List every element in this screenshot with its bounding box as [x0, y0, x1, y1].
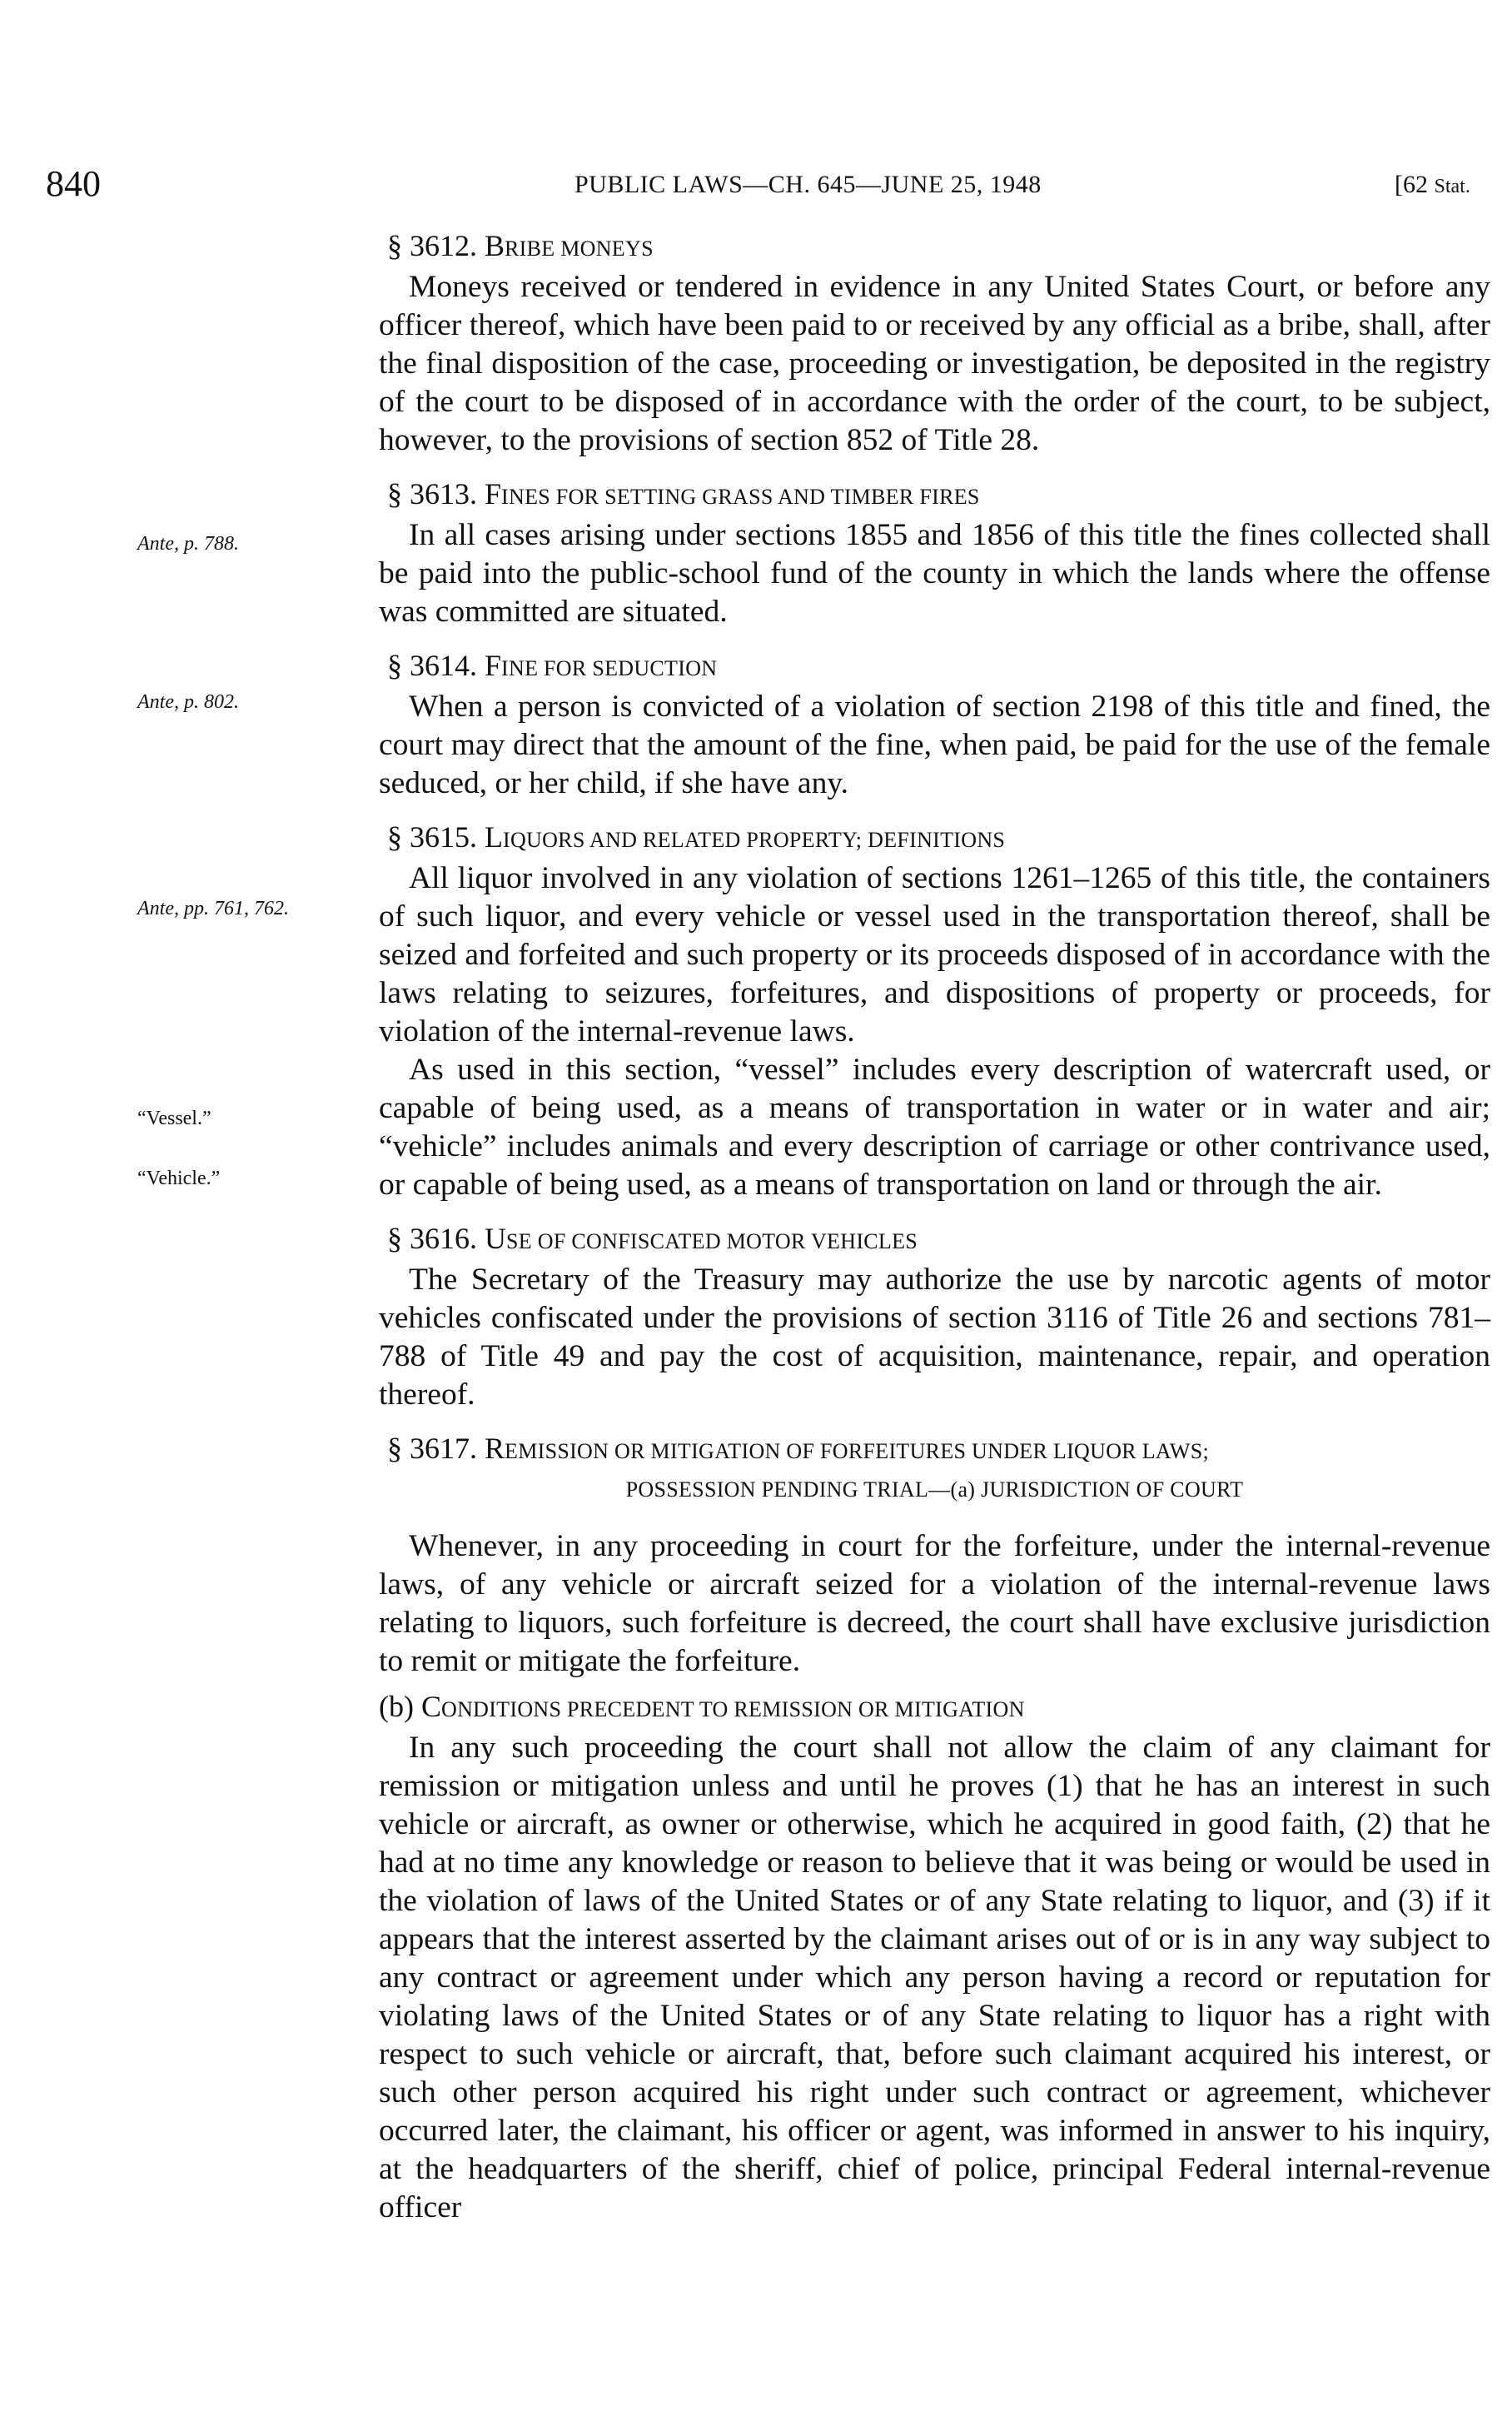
- running-head: PUBLIC LAWS—CH. 645—JUNE 25, 1948: [574, 171, 1042, 198]
- section-title-initial: F: [485, 649, 502, 682]
- section-title-rest: INE FOR SEDUCTION: [501, 656, 718, 680]
- margin-note-ante-761-762: Ante, pp. 761, 762.: [137, 898, 289, 919]
- section-3617-heading: [379, 1429, 1490, 1471]
- section-3617-heading-line-2: POSSESSION PENDING TRIAL—(a) JURISDICTION OF COURT: [625, 1477, 1244, 1502]
- section-title-rest: INES FOR SETTING GRASS AND TIMBER FIRES: [501, 485, 980, 509]
- subsection-label: (b): [379, 1690, 414, 1723]
- section-number: § 3615.: [387, 820, 477, 854]
- subsection-title-rest: ONDITIONS PRECEDENT TO REMISSION OR MITIGATION: [441, 1697, 1025, 1721]
- margin-note-vehicle: “Vehicle.”: [137, 1168, 221, 1189]
- section-3614-text: When a person is convicted of a violation of section 2198 of this title and fined, the court may direct that the amount of the fine, when paid, be paid for the use of the female seduced, or her child, if she have any.: [379, 690, 1490, 800]
- section-title-rest: RIBE MONEYS: [505, 237, 654, 261]
- section-3617-subsection-b-text: In any such proceeding the court shall not allow the claim of any claimant for remission or mitigation unless and until he proves (1) that he has an interest in such vehicle or aircraft, as owner or otherwise, which he acquired in good faith, (2) that he had at no time any knowledge or reason to believe that it was being or would be used in the violation of laws of the United States or of any State relating to liquor, and (3) if it appears that the interest asserted by the claimant arises out of or is in any way subject to any contract or agreement under which any person having a record or reputation for violating laws of the United States or of any State relating to liquor has a right with respect to such vehicle or aircraft, that, before such claimant acquired his interest, or such other person acquired his right under such contract or agreement, whichever occurred later, the claimant, his officer or agent, was informed in answer to his inquiry, at the headquarters of the sheriff, chief of police, principal Federal internal-revenue officer: [379, 1731, 1490, 2224]
- page-number: 840: [46, 163, 101, 204]
- section-number: § 3614.: [387, 649, 477, 682]
- section-3615-text-1: All liquor involved in any violation of sections 1261–1265 of this title, the containers of such liquor, and every vehicle or vessel used in the transportation thereof, shall be seized and forfeited and such property or its proceeds disposed of in accordance with the laws relating to seizures, forfeitures, and dispositions of property or proceeds, for violation of the internal-revenue laws.: [379, 861, 1490, 1049]
- section-title-initial: L: [485, 820, 503, 854]
- section-title-rest: SE OF CONFISCATED MOTOR VEHICLES: [506, 1229, 918, 1253]
- statute-ref-volume: [62: [1395, 171, 1428, 198]
- section-3617-subsection-b-heading: [379, 1687, 1490, 1729]
- section-title-initial: F: [485, 477, 502, 511]
- section-3612-heading: [379, 227, 1490, 268]
- section-number: § 3612.: [387, 229, 477, 262]
- section-3617-subsection-a-text: Whenever, in any proceeding in court for the forfeiture, under the internal-revenue laws, of any vehicle or aircraft seized for a violation of the internal-revenue laws relating to liquors, such forfeiture is decreed, the court shall have exclusive jurisdiction to remit or mitigate the forfeiture.: [379, 1529, 1490, 1678]
- section-3613-text: In all cases arising under sections 1855 and 1856 of this title the fines collected shall be paid into the public-school fund of the county in which the lands where the offense was committed are situated.: [379, 518, 1490, 629]
- section-3614-heading: [379, 646, 1490, 688]
- section-number: § 3617.: [387, 1432, 477, 1465]
- margin-note-ante-788: Ante, p. 788.: [137, 533, 239, 555]
- section-3613-heading: [379, 475, 1490, 516]
- section-3615-heading: [379, 818, 1490, 859]
- subsection-title-initial: C: [420, 1690, 441, 1723]
- section-3615-text-2: As used in this section, “vessel” includes every description of watercraft used, or capable of being used, as a means of transportation in water or in water and air; “vehicle” includes animals and every description of carriage or other contrivance used, or capable of being used, as a means of transportation on land or through the air.: [379, 1053, 1490, 1202]
- body-column: [379, 227, 1490, 2227]
- section-3616-text: The Secretary of the Treasury may authorize the use by narcotic agents of motor vehicles confiscated under the provisions of section 3116 of Title 26 and sections 781–788 of Title 49 and pay the cost of acquisition, maintenance, repair, and operation thereof.: [379, 1263, 1490, 1412]
- section-title-rest: EMISSION OR MITIGATION OF FORFEITURES UNDER LIQUOR LAWS;: [505, 1439, 1210, 1463]
- section-title-initial: U: [485, 1222, 506, 1255]
- section-number: § 3613.: [387, 477, 477, 511]
- margin-note-ante-802: Ante, p. 802.: [137, 691, 239, 713]
- section-number: § 3616.: [387, 1222, 477, 1255]
- statute-ref-word: Stat.: [1434, 176, 1470, 197]
- statute-reference: [1395, 171, 1470, 199]
- section-title-initial: R: [485, 1432, 505, 1465]
- margin-note-vessel: “Vessel.”: [137, 1108, 211, 1129]
- section-3612-text: Moneys received or tendered in evidence in any United States Court, or before any officer thereof, which have been paid to or received by any official as a bribe, shall, after the final disposition of the case, proceeding or investigation, be deposited in the registry of the court to be disposed of in accordance with the order of the court, to be subject, however, to the provisions of section 852 of Title 28.: [379, 270, 1490, 457]
- section-title-rest: IQUORS AND RELATED PROPERTY; DEFINITIONS: [503, 828, 1006, 852]
- section-3616-heading: [379, 1219, 1490, 1261]
- section-title-initial: B: [485, 229, 505, 262]
